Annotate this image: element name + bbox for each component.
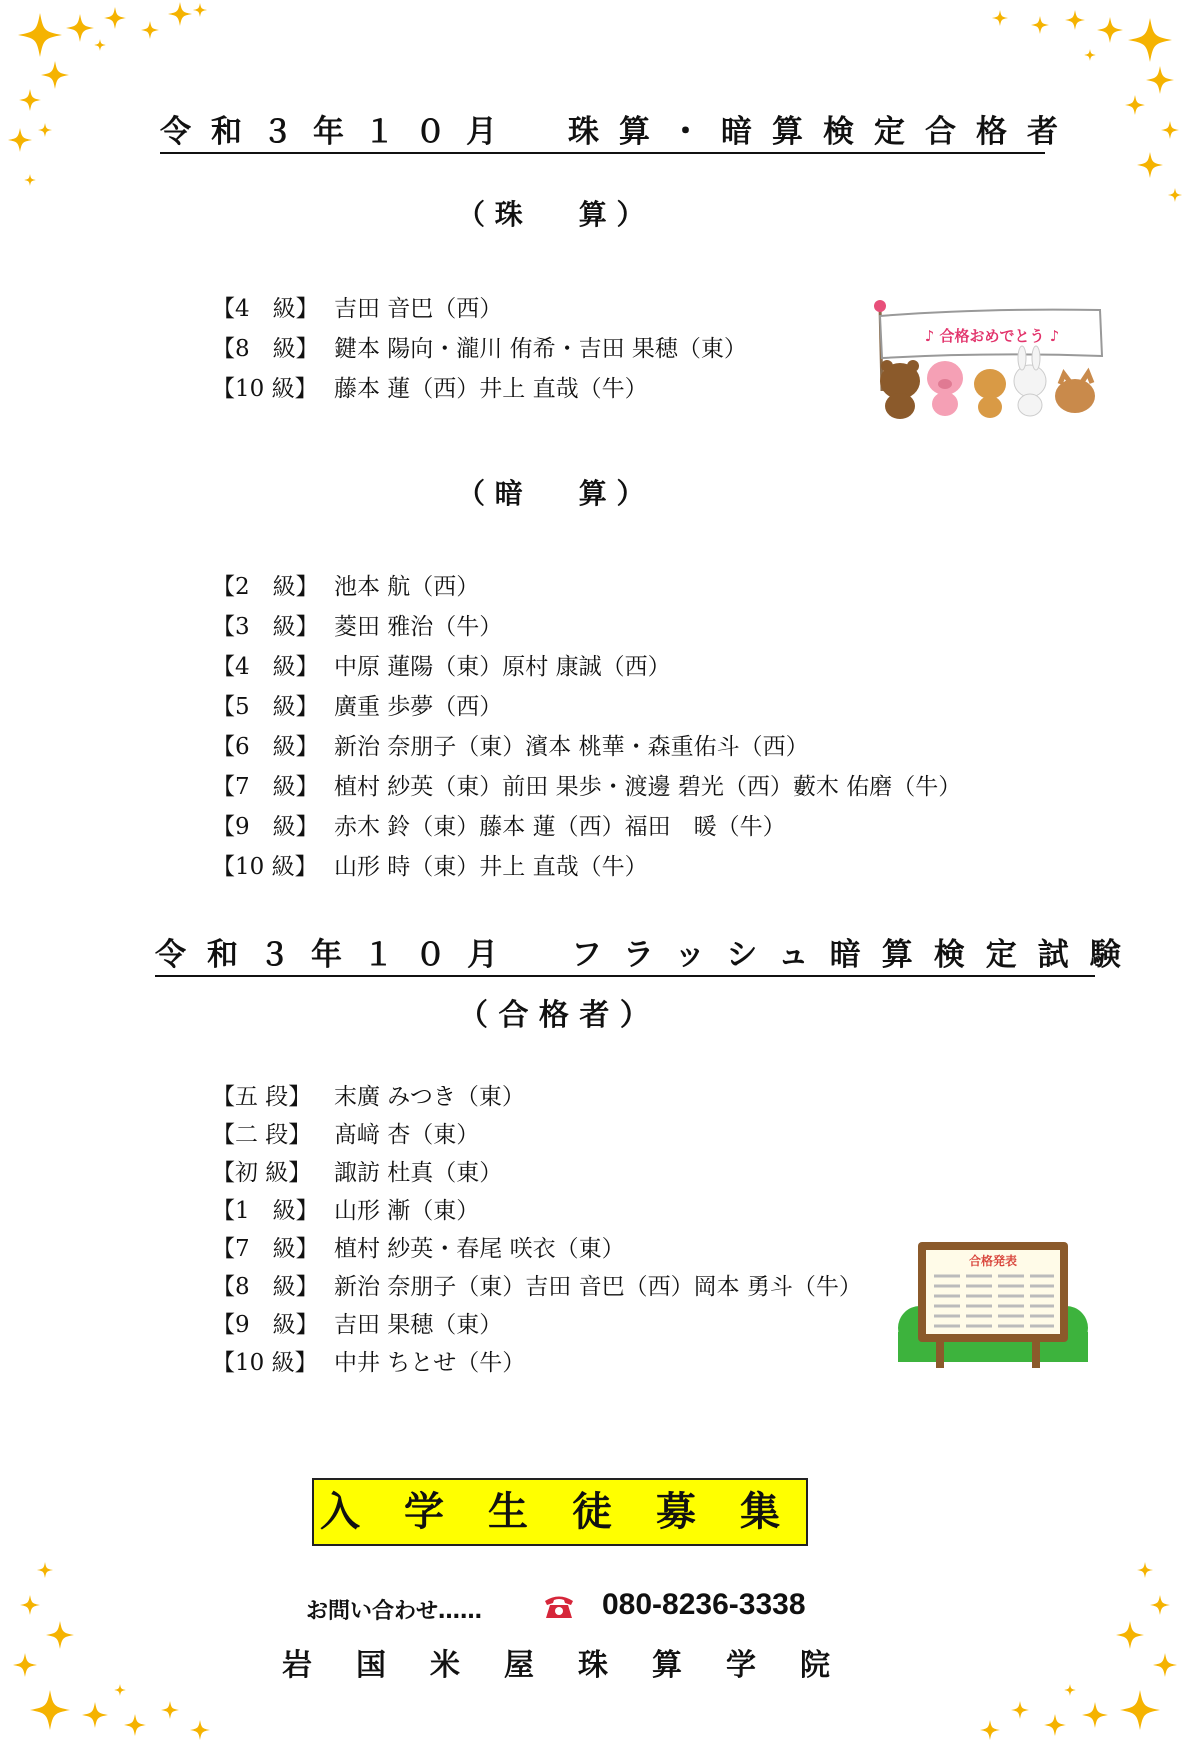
banner-text: ♪ 合格おめでとう ♪ xyxy=(924,327,1060,345)
phone-icon xyxy=(542,1592,576,1620)
stars-bottom-left xyxy=(0,1545,230,1749)
flash-names: 植村 紗英・春尾 咲衣（東） xyxy=(334,1236,625,1262)
flash-level: 【8 級】 xyxy=(212,1274,319,1300)
soroban-names: 藤本 蓮（西）井上 直哉（牛） xyxy=(334,376,648,402)
flash-level: 【初 級】 xyxy=(212,1160,312,1186)
flash-names: 中井 ちとせ（牛） xyxy=(334,1350,526,1376)
anzan-row xyxy=(212,692,502,722)
anzan-names: 池本 航（西） xyxy=(334,574,480,600)
soroban-row xyxy=(212,374,648,404)
flash-row xyxy=(212,1196,479,1226)
anzan-names: 中原 蓮陽（東）原村 康誠（西） xyxy=(334,654,671,680)
flash-row xyxy=(212,1234,625,1264)
flash-row xyxy=(212,1348,525,1378)
flash-title: 令和３年１０月 フラッシュ暗算検定試験 xyxy=(155,935,1095,977)
anzan-names: 廣重 歩夢（西） xyxy=(334,694,503,720)
anzan-level: 【5 級】 xyxy=(212,694,319,720)
anzan-level: 【6 級】 xyxy=(212,734,319,760)
page-title: 令和３年１０月 珠算・暗算検定合格者 xyxy=(160,112,1045,154)
anzan-names: 新治 奈朋子（東）濱本 桃華・森重佑斗（西） xyxy=(334,734,809,760)
anzan-row xyxy=(212,812,786,842)
flash-level: 【9 級】 xyxy=(212,1312,319,1338)
soroban-row xyxy=(212,334,747,364)
anzan-level: 【2 級】 xyxy=(212,574,319,600)
soroban-row xyxy=(212,294,502,324)
flash-level: 【1 級】 xyxy=(212,1198,319,1224)
flash-names: 吉田 果穂（東） xyxy=(334,1312,503,1338)
anzan-row xyxy=(212,732,809,762)
anzan-row xyxy=(212,772,961,802)
anzan-names: 植村 紗英（東）前田 果歩・渡邊 碧光（西）藪木 佑磨（牛） xyxy=(334,774,962,800)
phone-number[interactable]: 080-8236-3338 xyxy=(602,1588,806,1621)
flash-names: 山形 漸（東） xyxy=(334,1198,480,1224)
results-board-illustration xyxy=(898,1240,1088,1370)
anzan-names: 赤木 鈴（東）藤本 蓮（西）福田 暖（牛） xyxy=(334,814,786,840)
congrats-banner-illustration xyxy=(860,296,1110,421)
flash-row xyxy=(212,1082,525,1112)
anzan-row xyxy=(212,652,671,682)
anzan-level: 【10 級】 xyxy=(212,854,318,880)
flash-row xyxy=(212,1272,862,1302)
flash-row xyxy=(212,1120,479,1150)
soroban-level: 【4 級】 xyxy=(212,296,319,322)
flash-level: 【7 級】 xyxy=(212,1236,319,1262)
anzan-level: 【7 級】 xyxy=(212,774,319,800)
anzan-names: 菱田 雅治（牛） xyxy=(334,614,503,640)
soroban-level: 【10 級】 xyxy=(212,376,318,402)
flash-row xyxy=(212,1158,502,1188)
anzan-level: 【4 級】 xyxy=(212,654,319,680)
flash-names: 諏訪 杜真（東） xyxy=(334,1160,503,1186)
soroban-names: 鍵本 陽向・瀧川 侑希・吉田 果穂（東） xyxy=(334,336,747,362)
anzan-row xyxy=(212,852,648,882)
flash-names: 新治 奈朋子（東）吉田 音巴（西）岡本 勇斗（牛） xyxy=(334,1274,862,1300)
flash-level: 【二 段】 xyxy=(212,1122,312,1148)
soroban-names: 吉田 音巴（西） xyxy=(334,296,503,322)
board-title: 合格発表 xyxy=(968,1254,1018,1268)
flash-heading: （ 合 格 者 ） xyxy=(458,998,650,1033)
anzan-names: 山形 時（東）井上 直哉（牛） xyxy=(334,854,648,880)
soroban-level: 【8 級】 xyxy=(212,336,319,362)
anzan-heading: （ 暗 算 ） xyxy=(457,477,645,510)
school-name: 岩国米屋珠算学院 xyxy=(282,1648,874,1683)
recruit-banner: 入学生徒募集 xyxy=(312,1478,808,1546)
contact-label: お問い合わせ…… xyxy=(306,1599,483,1624)
anzan-level: 【9 級】 xyxy=(212,814,319,840)
stars-top-right xyxy=(970,0,1196,210)
anzan-level: 【3 級】 xyxy=(212,614,319,640)
flash-level: 【五 段】 xyxy=(212,1084,312,1110)
flash-names: 末廣 みつき（東） xyxy=(334,1084,525,1110)
soroban-heading: （ 珠 算 ） xyxy=(457,198,645,231)
flash-row xyxy=(212,1310,502,1340)
stars-bottom-right xyxy=(960,1545,1196,1749)
anzan-row xyxy=(212,612,502,642)
anzan-row xyxy=(212,572,479,602)
flash-level: 【10 級】 xyxy=(212,1350,318,1376)
flash-names: 髙﨑 杏（東） xyxy=(334,1122,480,1148)
stars-top-left xyxy=(0,0,220,190)
